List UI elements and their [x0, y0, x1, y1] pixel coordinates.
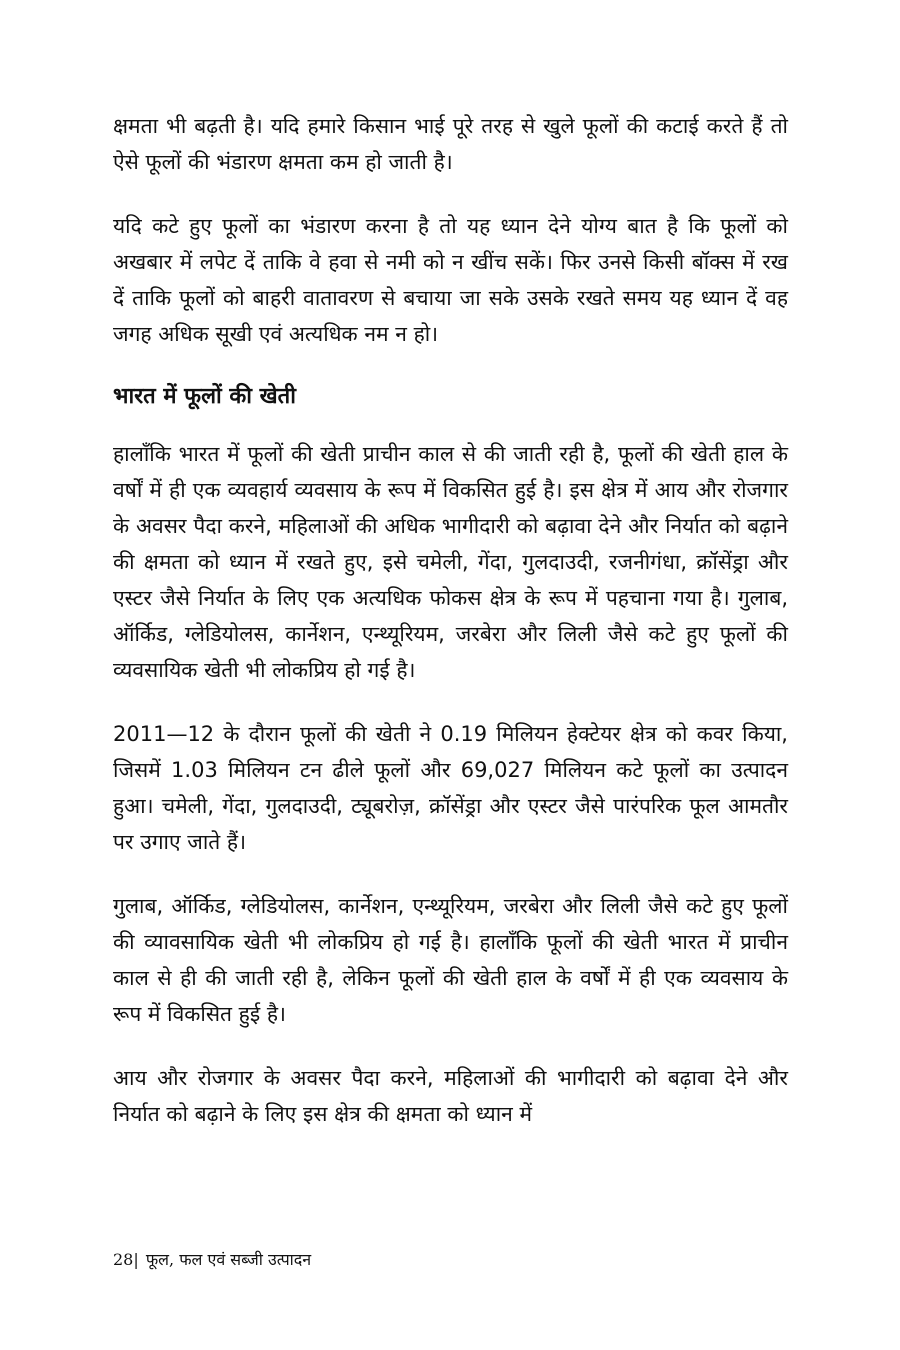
paragraph-storage-capacity: क्षमता भी बढ़ती है। यदि हमारे किसान भाई पूरे तरह से खुले फूलों की कटाई करते हैं तो ऐसे फूलों की भंडारण क्षमता कम हो जाती है।	[113, 114, 788, 174]
page-body	[113, 108, 788, 1160]
book-title: फूल, फल एवं सब्जी उत्पादन	[145, 1250, 312, 1269]
footer-separator: |	[133, 1250, 139, 1269]
paragraph-cut-flowers: गुलाब, ऑर्किड, ग्लेडियोलस, कार्नेशन, एन्थ्यूरियम, जरबेरा और लिली जैसे कटे हुए फूलों की व्यावसायिक खेती भी लोकप्रिय हो गई है। हालाँकि फूलों की खेती भारत में प्राचीन काल से ही की जाती रही है, लेकिन फूलों की खेती हाल के वर्षों में ही एक व्यवसाय के रूप में विकसित हुई है।	[113, 894, 788, 1026]
page-number: 28	[113, 1250, 134, 1269]
paragraph-floriculture-history: हालाँकि भारत में फूलों की खेती प्राचीन काल से की जाती रही है, फूलों की खेती हाल के वर्षों में ही एक व्यवहार्य व्यवसाय के रूप में विकसित हुई है। इस क्षेत्र में आय और रोजगार के अवसर पैदा करने, महिलाओं की अधिक भागीदारी को बढ़ावा देने और निर्यात को बढ़ाने की क्षमता को ध्यान में रखते हुए, इसे चमेली, गेंदा, गुलदाउदी, रजनीगंधा, क्रॉसेंड्रा और एस्टर जैसे निर्यात के लिए एक अत्यधिक फोकस क्षेत्र के रूप में पहचाना गया है। गुलाब, ऑर्किड, ग्लेडियोलस, कार्नेशन, एन्थ्यूरियम, जरबेरा और लिली जैसे कटे हुए फूलों की व्यवसायिक खेती भी लोकप्रिय हो गई है।	[113, 442, 788, 682]
paragraph-employment-potential: आय और रोजगार के अवसर पैदा करने, महिलाओं की भागीदारी को बढ़ावा देने और निर्यात को बढ़ाने के लिए इस क्षेत्र की क्षमता को ध्यान में	[113, 1066, 788, 1126]
paragraph-floriculture-statistics: 2011—12 के दौरान फूलों की खेती ने 0.19 मिलियन हेक्टेयर क्षेत्र को कवर किया, जिसमें 1.03 मिलियन टन ढीले फूलों और 69,027 मिलियन कटे फूलों का उत्पादन हुआ। चमेली, गेंदा, गुलदाउदी, ट्यूबरोज़, क्रॉसेंड्रा और एस्टर जैसे पारंपरिक फूल आमतौर पर उगाए जाते हैं।	[113, 722, 788, 854]
page-footer	[113, 1250, 311, 1270]
paragraph-storage-method: यदि कटे हुए फूलों का भंडारण करना है तो यह ध्यान देने योग्य बात है कि फूलों को अखबार में लपेट दें ताकि वे हवा से नमी को न खींच सकें। फिर उनसे किसी बॉक्स में रख दें ताकि फूलों को बाहरी वातावरण से बचाया जा सके उसके रखते समय यह ध्यान दें वह जगह अधिक सूखी एवं अत्यधिक नम न हो।	[113, 214, 788, 346]
section-heading: भारत में फूलों की खेती	[113, 384, 296, 409]
